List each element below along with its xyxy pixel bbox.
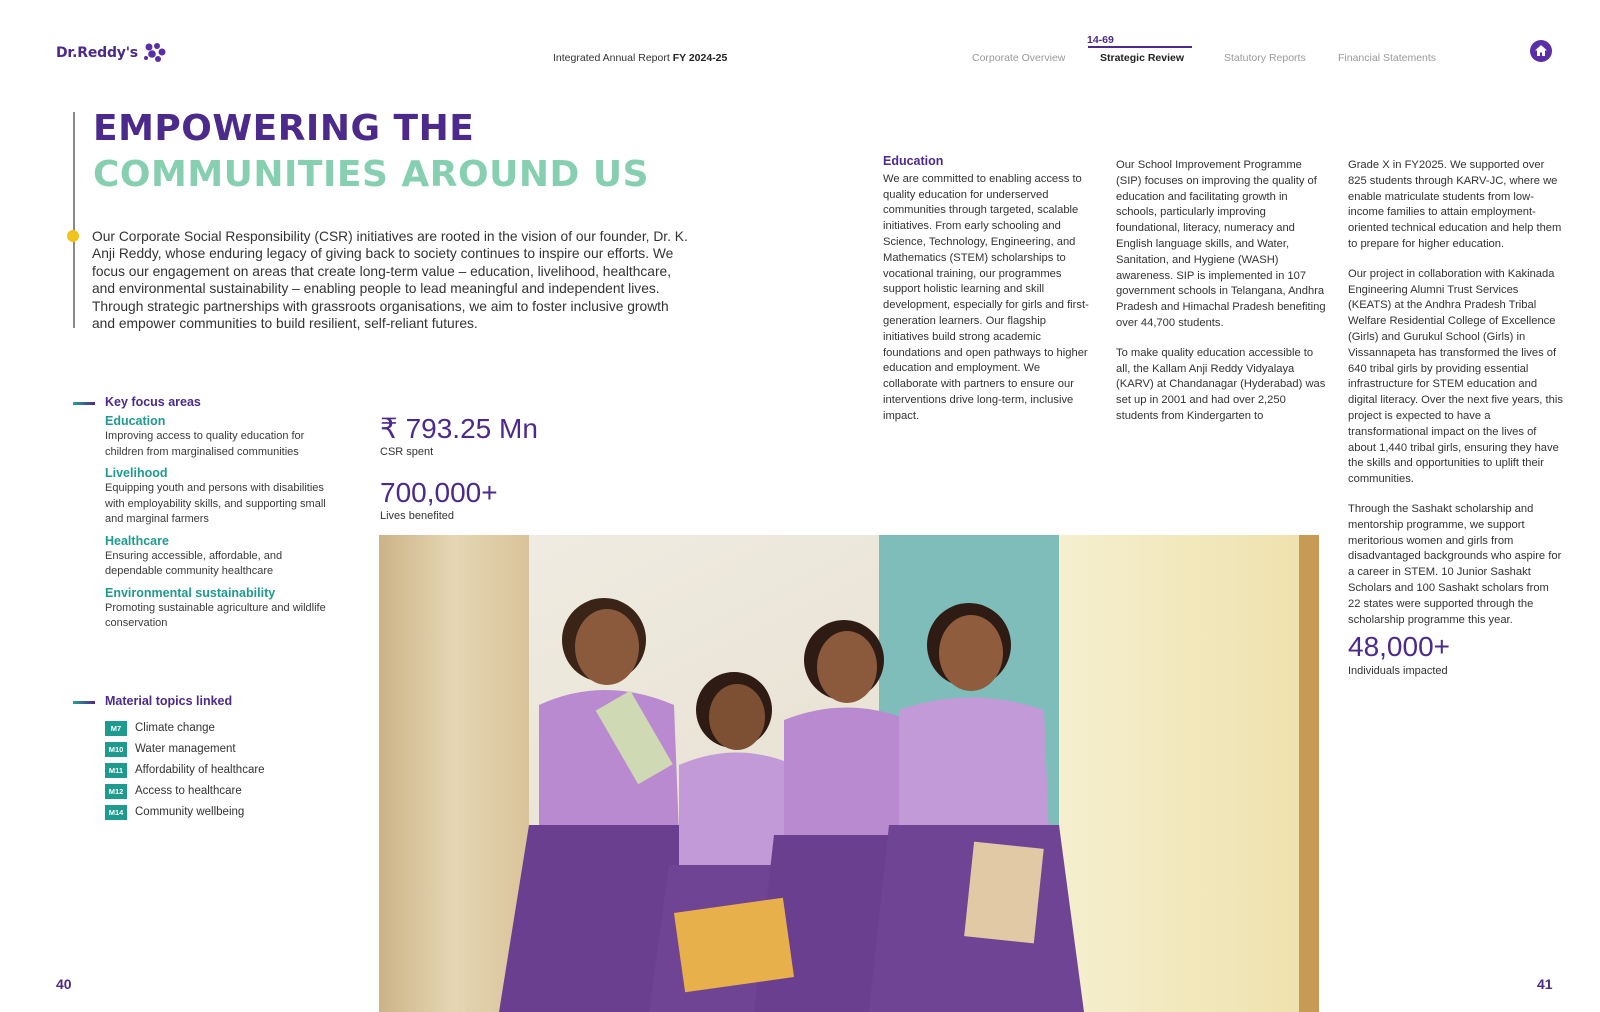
stat-value: ₹ 793.25 Mn	[380, 413, 538, 444]
text-column-2	[1116, 158, 1328, 439]
topic-item	[105, 762, 265, 778]
focus-title: Livelihood	[105, 466, 168, 480]
stat-lives-benefited	[380, 478, 498, 522]
focus-title: Environmental sustainability	[105, 585, 276, 600]
material-topics	[105, 720, 265, 825]
section-nav	[960, 34, 1440, 70]
photo-illustration	[379, 535, 1319, 1012]
intro-paragraph: Our Corporate Social Responsibility (CSR) initiatives are rooted in the vision of our founder, Dr. K. Anji Reddy, whose enduring legacy of giving back to society continues to inspire our efforts. We focus our engagement on areas that create long-term value – education, livelihood, healthcare, and environmental sustainability – enabling people to lead meaningful and independent lives. Through strategic partnerships with grassroots organisations, we aim to foster inclusive growth and empower communities to build resilient, self-reliant futures.	[92, 229, 688, 332]
stat-individuals-impacted	[1348, 632, 1563, 680]
paragraph: We are committed to enabling access to quality education for underserved communities through targeted, scalable initiatives. From early schooling and Science, Technology, Engineering, and Mathematics (STEM) scholarships to vocational training, our programmes support holistic learning and skill development, especially for girls and first-generation learners. Our flagship initiatives build strong academic foundations and open pathways to higher education and employment. We collaborate with partners to ensure our interventions drive long-term, inclusive impact.	[883, 172, 1089, 422]
topic-label: Access to healthcare	[135, 785, 242, 797]
title-accent-dot	[67, 230, 79, 242]
focus-label: Key focus areas	[105, 395, 201, 409]
title-accent-bar	[73, 112, 75, 328]
focus-item	[105, 413, 335, 460]
focus-desc: Ensuring accessible, affordable, and dependable community healthcare	[105, 549, 283, 577]
paragraph: Our project in collaboration with Kakinada Engineering Alumni Trust Services (KEATS) at the Andhra Pradesh Tribal Welfare Residential College of Excellence (Girls) and Gurukul School (Girls) in Vissannapeta has transformed the lives of 640 tribal girls by providing essential infrastructure for STEM education and digital literacy. Over the next five years, this project is expected to have a transformational impact on the lives of about 1,440 tribal girls, ensuring they have the skills and opportunities to uplift their communities.	[1348, 267, 1563, 486]
topic-code-badge: M12	[105, 784, 127, 799]
active-section-pages: 14-69	[1087, 34, 1114, 46]
page-number-left: 40	[56, 976, 72, 992]
nav-financial-statements[interactable]: Financial Statements	[1338, 52, 1437, 64]
topic-item	[105, 741, 265, 757]
topic-code-badge: M10	[105, 742, 127, 757]
logo-mark-icon	[142, 42, 166, 64]
key-focus-areas	[105, 395, 335, 637]
text-column-1	[883, 154, 1095, 439]
topic-code-badge: M11	[105, 763, 127, 778]
topic-code-badge: M7	[105, 721, 127, 736]
stat-label: CSR spent	[380, 446, 434, 458]
report-title: Integrated Annual Report FY 2024-25	[553, 52, 728, 64]
logo-text: Dr.Reddy's	[56, 45, 138, 61]
focus-item	[105, 585, 335, 632]
stat-value: 48,000+	[1348, 631, 1450, 663]
home-icon	[1530, 40, 1552, 62]
paragraph: Grade X in FY2025. We supported over 825 students through KARV-JC, where we enable matriculate students from low-income families to attain employment-oriented technical education and help them to prepare for higher education.	[1348, 159, 1562, 250]
home-button[interactable]	[1530, 40, 1552, 62]
topics-dash	[73, 701, 95, 704]
page-title-line-2: COMMUNITIES AROUND US	[93, 154, 650, 195]
nav-corporate-overview[interactable]: Corporate Overview	[972, 52, 1066, 64]
active-section-indicator	[1088, 46, 1192, 48]
focus-title: Education	[105, 414, 166, 428]
topic-label: Community wellbeing	[135, 806, 245, 818]
paragraph: To make quality education accessible to all, the Kallam Anji Reddy Vidyalaya (KARV) at Chandanagar (Hyderabad) was set up in 2001 and had over 2,250 students from Kindergarten to	[1116, 346, 1326, 422]
nav-strategic-review[interactable]: Strategic Review	[1100, 52, 1185, 64]
page-title	[93, 106, 649, 198]
focus-desc: Promoting sustainable agriculture and wildlife conservation	[105, 601, 326, 629]
topic-item	[105, 804, 265, 820]
topic-label: Water management	[135, 743, 236, 755]
topic-label: Affordability of healthcare	[135, 764, 265, 776]
stat-label: Lives benefited	[380, 510, 454, 522]
report-fiscal-year: FY 2024-25	[672, 52, 728, 64]
topic-label: Climate change	[135, 722, 215, 734]
focus-item	[105, 533, 335, 580]
stat-value: 700,000+	[380, 477, 498, 508]
nav-statutory-reports[interactable]: Statutory Reports	[1224, 52, 1306, 64]
topics-label: Material topics linked	[105, 694, 233, 708]
text-column-3	[1348, 158, 1563, 680]
focus-dash	[73, 402, 95, 405]
focus-item	[105, 465, 335, 528]
page-title-line-1: EMPOWERING THE	[93, 108, 475, 149]
focus-desc: Equipping youth and persons with disabilities with employability skills, and supporting small and marginal farmers	[105, 482, 326, 525]
page-number-right: 41	[1537, 976, 1553, 992]
paragraph: Our School Improvement Programme (SIP) focuses on improving the quality of education and facilitating growth in schools, particularly improving foundational, literacy, numeracy and English language skills, and Water, Sanitation, and Hygiene (WASH) awareness. SIP is implemented in 107 government schools in Telangana, Andhra Pradesh and Himachal Pradesh benefiting over 44,700 students.	[1116, 159, 1326, 329]
book	[964, 842, 1044, 944]
education-heading: Education	[883, 154, 944, 168]
schoolgirls-photo	[379, 535, 1319, 1012]
topic-item	[105, 720, 265, 736]
topic-code-badge: M14	[105, 805, 127, 820]
stat-label: Individuals impacted	[1348, 665, 1448, 678]
company-logo[interactable]	[56, 42, 166, 64]
book	[674, 898, 794, 993]
topic-item	[105, 783, 265, 799]
stat-csr-spent	[380, 414, 538, 458]
paragraph: Through the Sashakt scholarship and mentorship programme, we support meritorious women and girls from disadvantaged backgrounds who aspire for a career in STEM. 10 Junior Sashakt Scholars and 100 Sashakt scholars from 22 states were supported through the scholarship programme this year.	[1348, 502, 1562, 626]
focus-desc: Improving access to quality education for children from marginalised communities	[105, 430, 305, 458]
focus-title: Healthcare	[105, 533, 169, 548]
